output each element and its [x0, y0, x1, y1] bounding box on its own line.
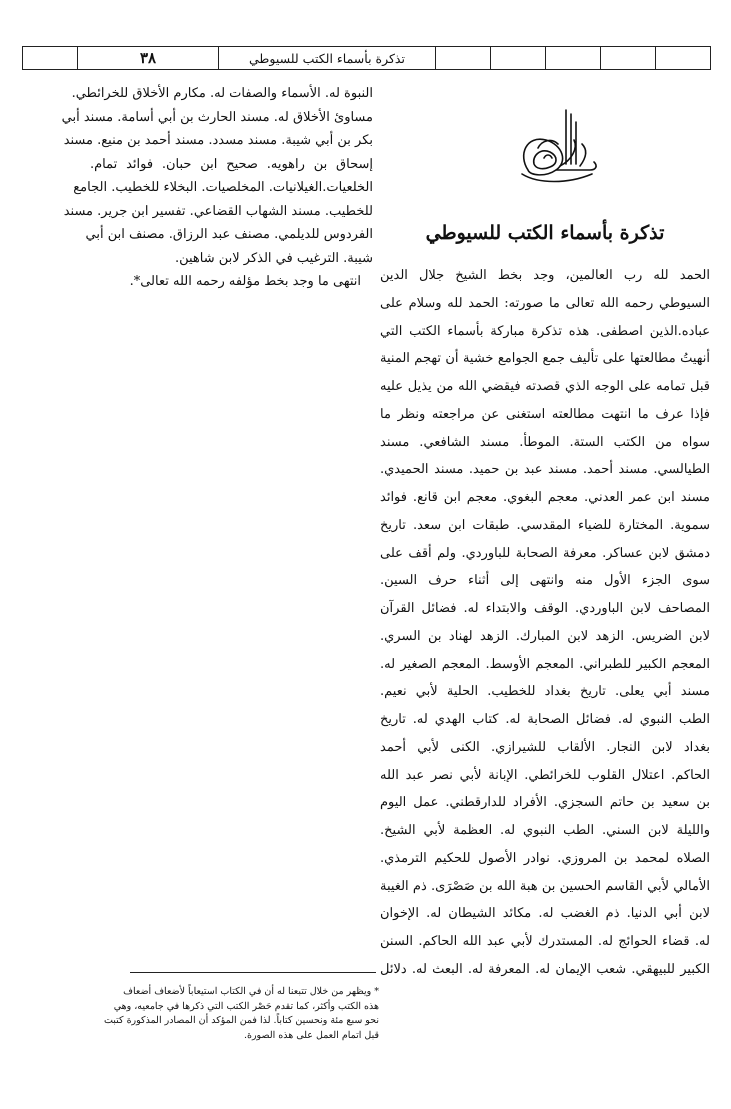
text-line: عباده.الذين اصطفى. هذه تذكرة مباركة بأسماء الكتب التي [380, 323, 710, 339]
text-line: بكر بن أبي شيبة. مسند مسدد. مسند أحمد بن منيع. مسند [63, 133, 373, 148]
text-line: شيبة. الترغيب في الذكر لابن شاهين. [174, 250, 373, 266]
header-cell [655, 47, 710, 69]
text-line: * ويظهر من خلال تتبعنا له أن في الكتاب استيعاباً لأضعاف أضعاف [123, 986, 379, 997]
page-number: ٣٨ [77, 47, 218, 69]
text-line: الخلعيات.الغيلانيات. المخلصيات. البخلاء للخطيب. الجامع [73, 180, 373, 195]
running-title: تذكرة بأسماء الكتب للسيوطي [218, 47, 435, 69]
text-line: سموية. المختارة للضياء المقدسي. طبقات ابن سعد. تاريخ [380, 517, 710, 533]
text-line: النبوة له. الأسماء والصفات له. مكارم الأخلاق للخرائطي. [71, 86, 373, 101]
text-line: للخطيب. مسند الشهاب القضاعي. تفسير ابن جرير. مسند [63, 203, 373, 219]
text-line: له. قضاء الحوائج له. المستدرك لأبي عبد الله الحاكم. السنن [380, 934, 710, 949]
text-line: الحمد لله رب العالمين، وجد بخط الشيخ جلال الدين [380, 268, 710, 283]
text-line: لابن الضريس. الزهد لابن المبارك. الزهد لهناد بن السري. [380, 628, 710, 644]
text-line: المعجم الكبير للطبراني. المعجم الأوسط. المعجم الصغير له. [380, 656, 710, 672]
footnote [103, 985, 379, 1043]
text-line: انتهى ما وجد بخط مؤلفه رحمه الله تعالى*. [129, 274, 361, 289]
text-line: مساوئ الأخلاق له. مسند الحارث بن أبي أسامة. مسند أبي [61, 109, 373, 125]
text-line: الطيالسي. مسند أحمد. مسند عبد بن حميد. مسند الحميدي. [380, 462, 710, 478]
text-line: الطب النبوي له. فضائل الصحابة له. كتاب الهدي له. تاريخ [380, 712, 710, 727]
text-line: هذه الكتب وأكثر، كما تقدم حَصْر الكتب التي ذكرها في جامعيه، وهي [113, 1000, 379, 1012]
text-line: بغداد لابن النجار. الألقاب للشيرازي. الكنى لأبي أحمد [380, 739, 710, 755]
text-line: سوى الجزء الأول منه وانتهى إلى أثناء حرف السين. [380, 573, 710, 589]
text-line: الفردوس للديلمي. مصنف عبد الرزاق. مصنف ابن أبي [85, 227, 373, 242]
text-line: فإذا عرف ما انتهت مطالعته استغنى عن مراجعته ونظر ما [380, 406, 710, 422]
text-line: والليلة لابن السني. الطب النبوي له. العظمة لأبي الشيخ. [380, 823, 710, 838]
text-line: الكبير للبيهقي. شعب الإيمان له. المعرفة له. البعث له. دلائل [380, 961, 710, 977]
header-cell [490, 47, 545, 69]
text-line: الصلاه لمحمد بن المروزي. نوادر الأصول للحكيم الترمذي. [380, 850, 710, 866]
calligraphic-seal-icon [508, 100, 604, 190]
text-line: أنهيتُ مطالعتها على تأليف جمع الجوامع خشية أن تهجم المنية [380, 351, 710, 367]
text-line: دمشق لابن عساكر. معرفة الصحابة للباوردي. ولم أقف على [380, 545, 710, 561]
text-line: سواه من الكتب الستة. الموطأ. مسند الشافعي. مسند [380, 434, 710, 450]
text-line: لابن أبي الدنيا. ذم الغضب له. مكائد الشيطان له. الإخوان [380, 906, 710, 922]
text-line: مسند أبي يعلى. تاريخ بغداد للخطيب. الحلية لأبي نعيم. [380, 684, 710, 700]
text-line: نحو سبع مئة ونحسين كتاباً. لذا فمن المؤكد أن المصادر المذكورة كتبت [103, 1015, 379, 1026]
header-cell [600, 47, 655, 69]
header-cell [23, 47, 77, 69]
text-line: الحاكم. اعتلال القلوب للخرائطي. الإبانة لأبي نصر عبد الله [380, 767, 710, 783]
header-cell [545, 47, 600, 69]
left-column [61, 82, 373, 294]
text-line: السيوطي رحمه الله تعالى ما صورته: الحمد لله وسلام على [380, 295, 710, 311]
right-column [380, 262, 710, 984]
footnote-divider [130, 972, 376, 973]
text-line: مسند ابن عمر العدني. معجم البغوي. معجم ابن قانع. فوائد [380, 490, 710, 505]
text-line: قبل تمامه على الوجه الذي قصدته فيقضي الله من يذيل عليه [380, 379, 710, 394]
section-title: تذكرة بأسماء الكتب للسيوطي [425, 222, 665, 244]
text-line: إسحاق بن راهويه. صحيح ابن حبان. فوائد تمام. [90, 156, 373, 172]
text-line: المصاحف لابن الباوردي. الوقف والابتداء له. فضائل القرآن [380, 601, 710, 616]
running-header [22, 46, 711, 70]
header-cell [435, 47, 490, 69]
text-line: الأمالي لأبي القاسم الحسين بن هبة الله بن صَصْرَى. ذم الغيبة [380, 878, 710, 894]
text-line: قبل اتمام العمل على هذه الصورة. [243, 1029, 379, 1041]
text-line: بن سعيد بن حاتم السجزي. الأفراد للدارقطني. عمل اليوم [380, 795, 710, 811]
